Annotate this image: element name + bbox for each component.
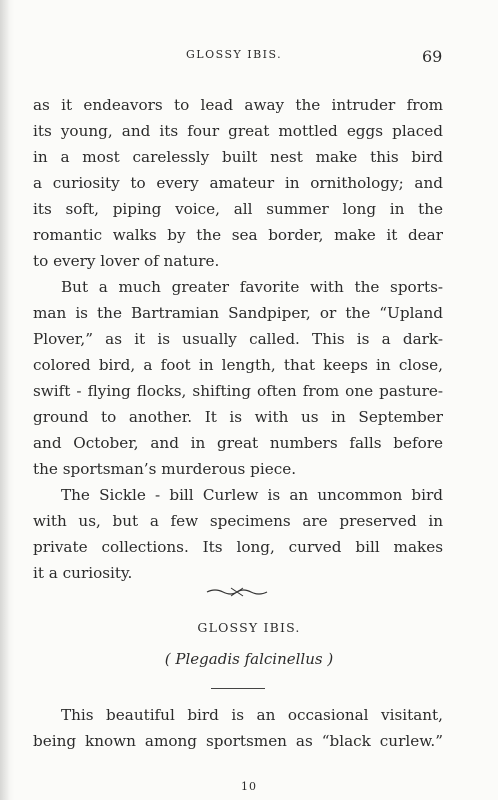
text-line: being known among sportsmen as “black curlew.”: [33, 732, 443, 750]
section-rule: [211, 688, 265, 689]
paragraph-2: [33, 274, 443, 482]
text-line: This beautiful bird is an occasional visitant,: [61, 706, 443, 724]
text-line: private collections. Its long, curved bill makes: [33, 538, 443, 556]
text-line: man is the Bartramian Sandpiper, or the “Upland: [33, 304, 443, 322]
text-line: colored bird, a foot in length, that keeps in close,: [33, 356, 443, 374]
text-line: But a much greater favorite with the sports-: [61, 278, 443, 296]
text-line: The Sickle - bill Curlew is an uncommon bird: [61, 486, 443, 504]
text-line: as it endeavors to lead away the intruder from: [33, 96, 443, 114]
text-line: its young, and its four great mottled eggs placed: [33, 122, 443, 140]
text-line: romantic walks by the sea border, make it dear: [33, 226, 443, 244]
signature-mark: 10: [241, 780, 257, 793]
text-line: swift - flying flocks, shifting often from one pasture-: [33, 382, 443, 400]
text-line: ground to another. It is with us in September: [33, 408, 443, 426]
text-line: in a most carelessly built nest make this bird: [33, 148, 443, 166]
text-line: with us, but a few specimens are preserved in: [33, 512, 443, 530]
running-head: GLOSSY IBIS.: [186, 48, 283, 61]
page-number: 69: [422, 47, 443, 66]
paragraph-1: [33, 92, 443, 274]
text-line: it a curiosity.: [33, 564, 133, 582]
text-line: a curiosity to every amateur in ornithology; and: [33, 174, 443, 192]
text-line: its soft, piping voice, all summer long in the: [33, 200, 443, 218]
ornament-divider: [205, 584, 269, 598]
text-line: and October, and in great numbers falls before: [33, 434, 443, 452]
paragraph-4: [33, 702, 443, 754]
text-line: the sportsman’s murderous piece.: [33, 460, 297, 478]
section-title: GLOSSY IBIS.: [197, 620, 301, 635]
page-gutter-shadow: [0, 0, 14, 800]
paragraph-3: [33, 482, 443, 586]
text-line: Plover,” as it is usually called. This is a dark-: [33, 330, 443, 348]
scientific-name: ( Plegadis falcinellus ): [164, 650, 334, 668]
text-line: to every lover of nature.: [33, 252, 220, 270]
